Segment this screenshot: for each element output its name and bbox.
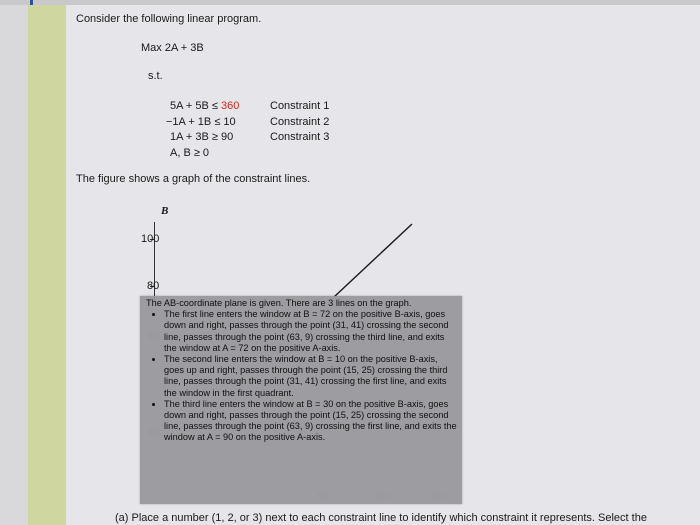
popup-bullet-list	[144, 309, 458, 443]
constraint-3-expr: 1A + 3B ≥ 90	[170, 131, 234, 143]
constraint-line	[334, 224, 412, 297]
constraint-3-name: Constraint 3	[270, 131, 330, 143]
subject-to-label: s.t.	[148, 70, 163, 82]
constraint-1-rhs: 360	[221, 100, 240, 112]
graph-description-popup	[140, 296, 462, 504]
intro-text: Consider the following linear program.	[76, 13, 262, 25]
ghost-label: 160	[430, 491, 446, 501]
tick-label-100: 100	[141, 233, 160, 245]
constraint-1-name: Constraint 1	[270, 100, 330, 112]
part-a-instruction: (a) Place a number (1, 2, or 3) next to each constraint line to identify which constraint it represents. Select the	[115, 512, 647, 524]
figure-caption: The figure shows a graph of the constraint lines.	[76, 173, 311, 185]
constraint-2-name: Constraint 2	[270, 116, 330, 128]
nonnegativity: A, B ≥ 0	[170, 147, 210, 159]
tick-label-80: 80	[147, 280, 160, 292]
popup-bullet-line-1: • The first line enters the window at B = 72 on the positive B-axis, goes down and right, passes through the point (31, 41) crossing the second line, passes through the point (63, 9) crossing the third line, and exits the window at A = 72 on the positive A-axis.	[164, 309, 458, 354]
ghost-label: 100	[374, 491, 390, 501]
b-axis-label: B	[161, 205, 169, 217]
ghost-label: 80	[317, 491, 328, 501]
constraint-1-lhs: 5A + 5B ≤	[170, 100, 221, 112]
popup-intro: The AB-coordinate plane is given. There are 3 lines on the graph.	[146, 298, 412, 308]
popup-bullet-line-3: • The third line enters the window at B = 30 on the positive B-axis, goes down and right, passes through the point (15, 25) crossing the second line, passes through the point (63, 9) crossing the first line, and exits the window at A = 90 on the positive A-axis.	[164, 399, 458, 444]
constraint-2-expr: −1A + 1B ≤ 10	[166, 116, 236, 128]
popup-bullet-line-2: • The second line enters the window at B = 10 on the positive B-axis, goes up and right, passes through the point (15, 25) crossing the third line, passes through the point (31, 41) crossing the first line, and exits the window in the first quadrant.	[164, 354, 458, 399]
objective-function: Max 2A + 3B	[141, 42, 204, 54]
